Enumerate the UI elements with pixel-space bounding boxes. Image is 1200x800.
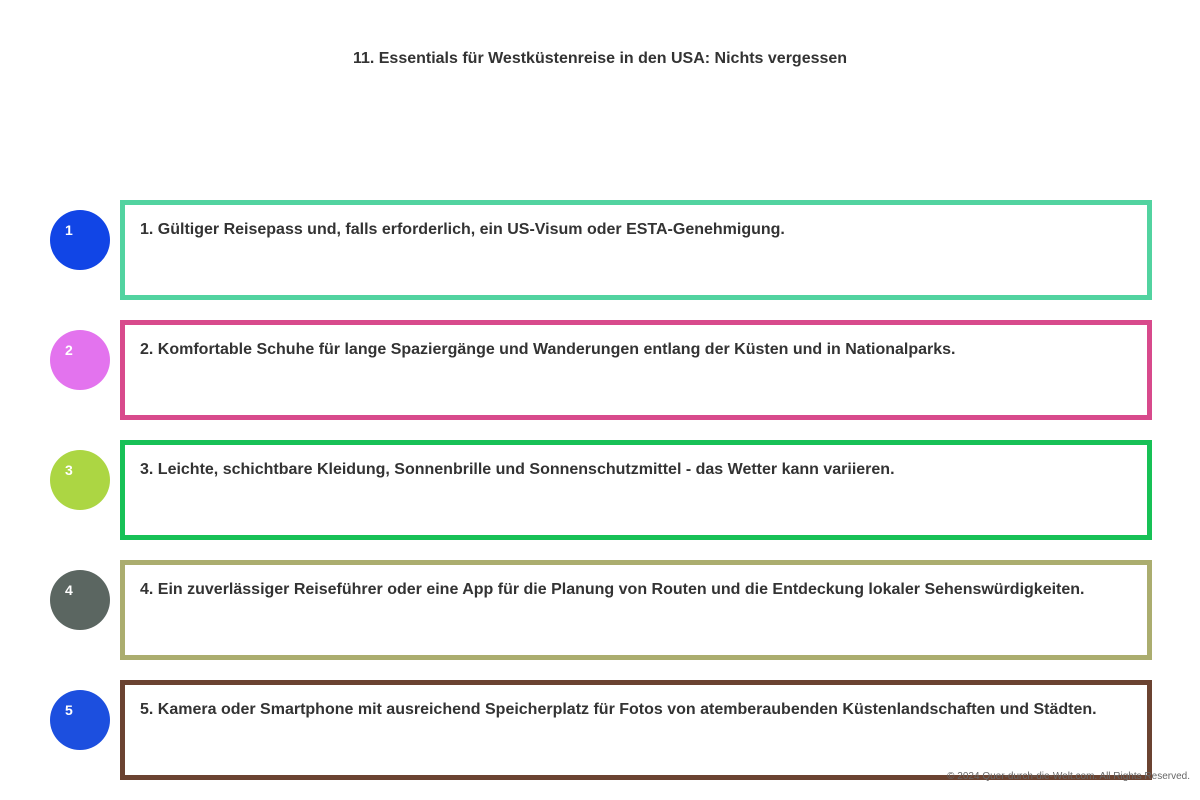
page-title: 11. Essentials für Westküstenreise in den USA: Nichts vergessen [352,50,848,67]
item-text: 1. Gültiger Reisepass und, falls erforderlich, ein US-Visum oder ESTA-Genehmigung. [140,221,785,238]
item-text: 4. Ein zuverlässiger Reiseführer oder eine App für die Planung von Routen und die Entdeckung lokaler Sehenswürdigkeiten. [140,581,1085,598]
item-card [120,680,1152,780]
item-text: 2. Komfortable Schuhe für lange Spaziergänge und Wanderungen entlang der Küsten und in Nationalparks. [140,341,956,358]
item-card [120,560,1152,660]
list-item [50,440,1152,540]
number-badge [50,690,110,750]
badge-number: 1 [65,222,73,238]
item-card [120,440,1152,540]
number-badge [50,330,110,390]
number-badge [50,570,110,630]
list-item [50,560,1152,660]
copyright-footer: © 2024 Quer-durch-die-Welt.com. All Rights Reserved. [947,771,1190,782]
list-item [50,680,1152,780]
item-card [120,320,1152,420]
badge-number: 4 [65,582,73,598]
badge-number: 2 [65,342,73,358]
item-card [120,200,1152,300]
number-badge [50,210,110,270]
number-badge [50,450,110,510]
list-item [50,320,1152,420]
list-item [50,200,1152,300]
item-text: 3. Leichte, schichtbare Kleidung, Sonnenbrille und Sonnenschutzmittel - das Wetter kann variieren. [140,461,895,478]
badge-number: 5 [65,702,73,718]
item-text: 5. Kamera oder Smartphone mit ausreichend Speicherplatz für Fotos von atemberaubenden Küstenlandschaften und Städten. [140,701,1097,718]
badge-number: 3 [65,462,73,478]
